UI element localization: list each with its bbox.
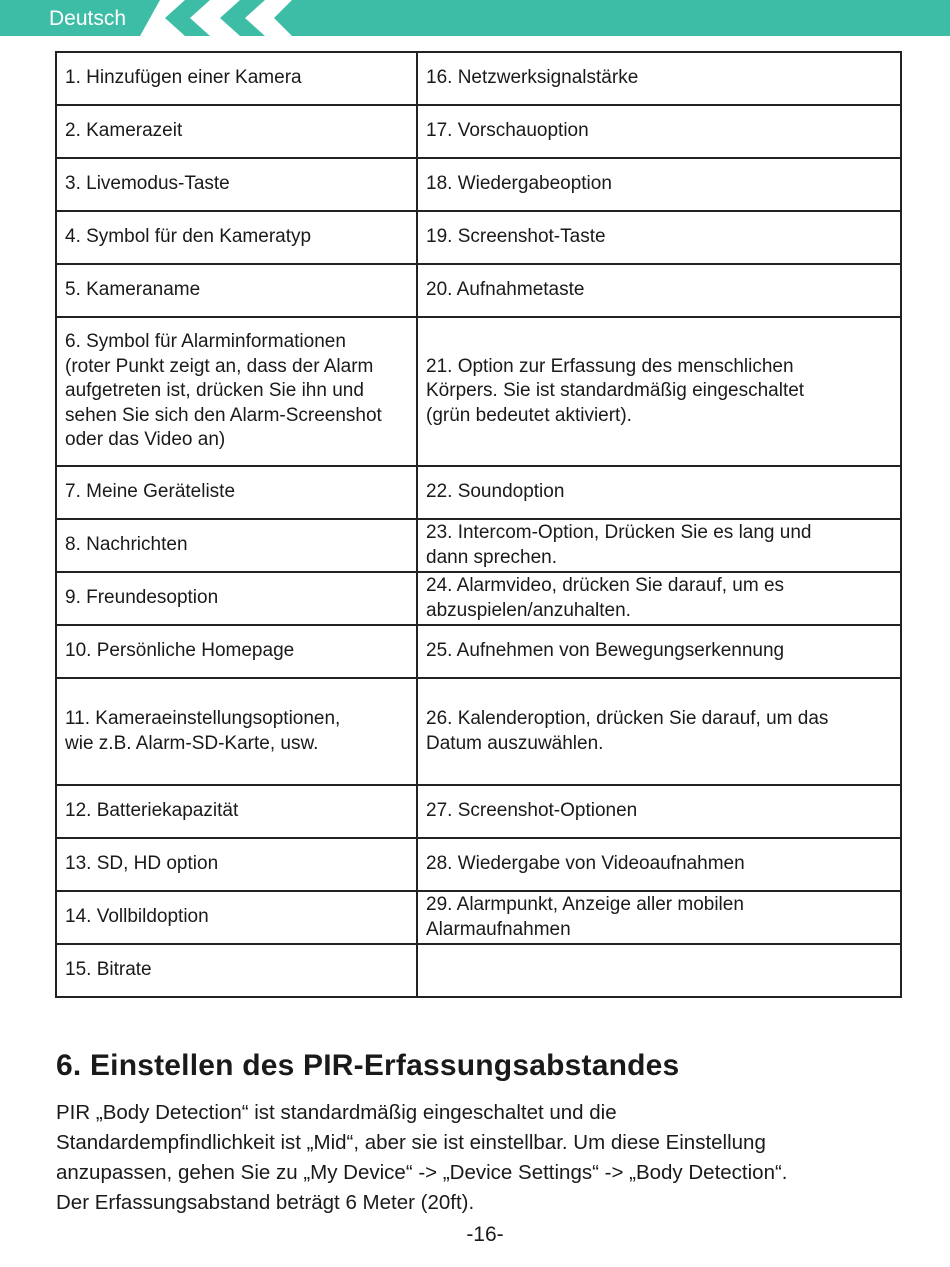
ui-legend-table [55,51,902,998]
legend-cell-left [56,678,417,785]
legend-row [56,317,901,466]
legend-item-text: 13. SD, HD option [65,853,219,875]
legend-cell-left [56,211,417,264]
language-header [0,0,950,36]
legend-cell-right [417,105,901,158]
legend-item-text: 28. Wiedergabe von Videoaufnahmen [426,853,745,875]
legend-item-text: 20. Aufnahmetaste [426,279,585,301]
legend-cell-right [417,317,901,466]
page-number: -16- [466,1223,504,1246]
legend-cell-right [417,211,901,264]
legend-cell-left [56,317,417,466]
legend-item-text: 21. Option zur Erfassung des menschlichen Körpers. Sie ist standardmäßig eingeschaltet (grün bedeutet aktiviert). [426,355,805,426]
legend-cell-right [417,519,901,572]
legend-item-text: 7. Meine Geräteliste [65,481,236,503]
legend-row [56,52,901,105]
legend-cell-right [417,891,901,944]
legend-cell-left [56,625,417,678]
legend-cell-left [56,264,417,317]
legend-row [56,211,901,264]
legend-item-text: 14. Vollbildoption [65,906,209,928]
legend-item-text: 17. Vorschauoption [426,120,589,142]
legend-row [56,785,901,838]
legend-row [56,678,901,785]
chevron-left-icon [165,0,210,36]
legend-cell-left [56,52,417,105]
legend-row [56,891,901,944]
legend-cell-right [417,264,901,317]
chevron-left-icon [220,0,265,36]
legend-item-text: 5. Kameraname [65,279,201,301]
legend-item-text: 26. Kalenderoption, drücken Sie darauf, um das Datum auszuwählen. [426,708,829,754]
legend-row [56,519,901,572]
legend-row [56,944,901,997]
legend-cell-right [417,838,901,891]
legend-cell-left [56,466,417,519]
legend-row [56,158,901,211]
legend-item-text: 1. Hinzufügen einer Kamera [65,67,302,89]
legend-cell-left [56,891,417,944]
legend-row [56,838,901,891]
legend-item-text: 9. Freundesoption [65,587,219,609]
section-heading: 6. Einstellen des PIR-Erfassungsabstandes [56,1049,680,1082]
legend-item-text: 24. Alarmvideo, drücken Sie darauf, um es abzuspielen/anzuhalten. [426,575,785,621]
legend-cell-right [417,158,901,211]
legend-item-text: 6. Symbol für Alarminformationen (roter Punkt zeigt an, dass der Alarm aufgetreten ist, drücken Sie ihn und sehen Sie sich den Alarm-Screenshot oder das Video an) [65,331,382,451]
legend-item-text: 12. Batteriekapazität [65,800,239,822]
legend-row [56,264,901,317]
legend-item-text: 3. Livemodus-Taste [65,173,230,195]
section-paragraph: PIR „Body Detection“ ist standardmäßig eingeschaltet und die Standardempfindlichkeit ist „Mid“, aber sie ist einstellbar. Um diese Einstellung anzupassen, gehen Sie zu „My Device“ -> „Device Settings“ -> „Body Detection“. Der Erfassungsabstand beträgt 6 Meter (20ft). [56,1101,788,1214]
legend-item-text: 29. Alarmpunkt, Anzeige aller mobilen Alarmaufnahmen [426,894,744,940]
legend-item-text: 4. Symbol für den Kameratyp [65,226,312,248]
legend-cell-left [56,838,417,891]
legend-item-text: 22. Soundoption [426,481,565,503]
legend-item-text: 10. Persönliche Homepage [65,640,295,662]
language-label: Deutsch [49,7,127,30]
legend-cell-left [56,785,417,838]
legend-item-text: 23. Intercom-Option, Drücken Sie es lang und dann sprechen. [426,522,812,568]
legend-cell-left [56,572,417,625]
legend-cell-left [56,944,417,997]
legend-item-text: 27. Screenshot-Optionen [426,800,638,822]
legend-row [56,572,901,625]
legend-cell-left [56,158,417,211]
header-chevron-bar [0,0,950,36]
legend-item-text: 25. Aufnehmen von Bewegungserkennung [426,640,785,662]
legend-item-text: 16. Netzwerksignalstärke [426,67,639,89]
legend-cell-right [417,572,901,625]
legend-cell-right [417,466,901,519]
legend-row [56,105,901,158]
legend-item-text: 19. Screenshot-Taste [426,226,606,248]
legend-item-text: 11. Kameraeinstellungsoptionen, wie z.B. Alarm-SD-Karte, usw. [65,708,341,754]
legend-cell-right [417,625,901,678]
legend-cell-left [56,519,417,572]
legend-cell-right [417,785,901,838]
legend-row [56,625,901,678]
legend-item-text: 2. Kamerazeit [65,120,183,142]
legend-item-text: 15. Bitrate [65,959,152,981]
legend-item-text: 18. Wiedergabeoption [426,173,612,195]
legend-cell-left [56,105,417,158]
legend-cell-right [417,678,901,785]
legend-item-text: 8. Nachrichten [65,534,188,556]
legend-row [56,466,901,519]
legend-cell-right [417,944,901,997]
legend-cell-right [417,52,901,105]
